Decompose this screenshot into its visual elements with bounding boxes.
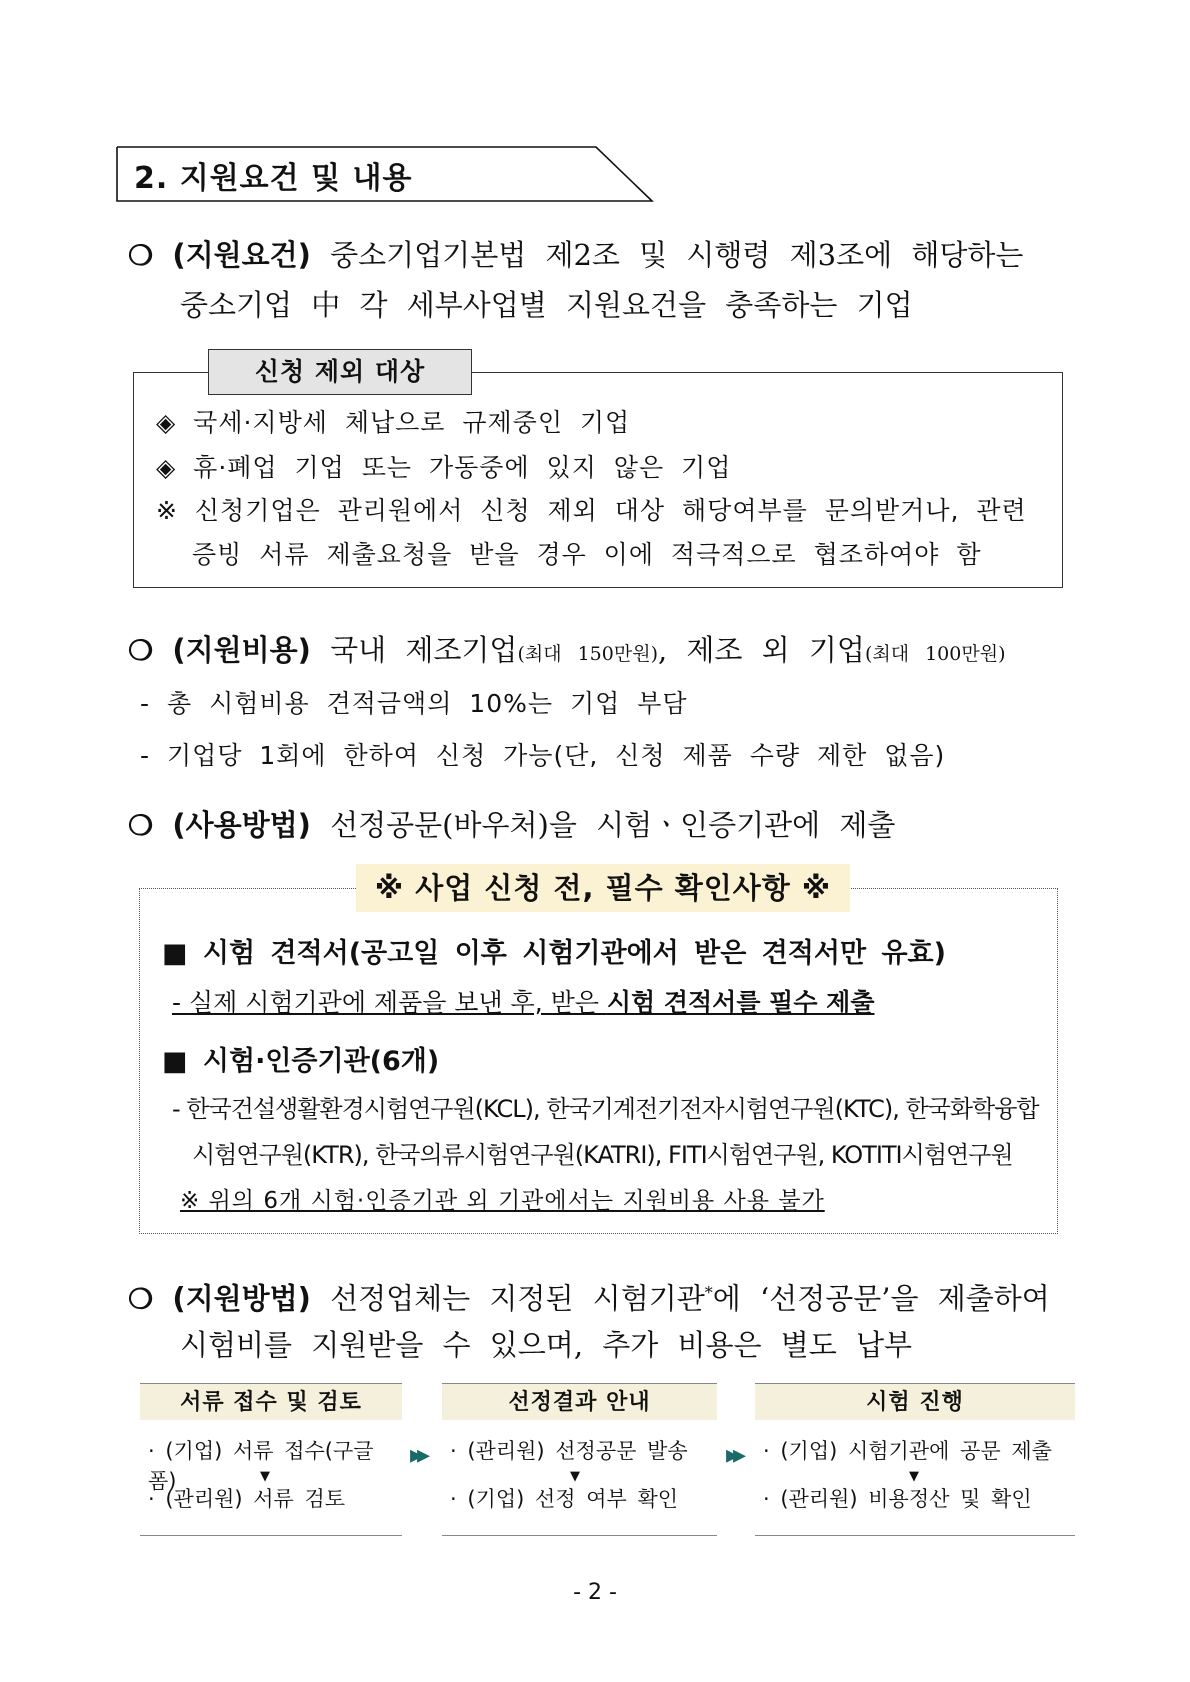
process-step-line2: · (관리원) 비용정산 및 확인 bbox=[763, 1487, 1032, 1511]
exclusion-item: ◈ 국세·지방세 체납으로 규제중인 기업 bbox=[156, 408, 631, 437]
circle-bullet-icon: ❍ bbox=[128, 809, 154, 842]
usage-text: 선정공문(바우처)을 시험ㆍ인증기관에 제출 bbox=[330, 808, 896, 842]
process-step-line2: · (기업) 선정 여부 확인 bbox=[450, 1487, 679, 1511]
cost-note2: (최대 100만원) bbox=[864, 643, 1006, 665]
cost-part1: 국내 제조기업 bbox=[330, 633, 518, 667]
requirements-line1: 중소기업기본법 제2조 및 시행령 제3조에 해당하는 bbox=[330, 238, 1024, 272]
cost-dash-2: - 기업당 1회에 한하여 신청 가능(단, 신청 제품 수량 제한 없음) bbox=[140, 741, 946, 770]
exclusion-note-cont: 증빙 서류 제출요청을 받을 경우 이에 적극적으로 협조하여야 함 bbox=[192, 540, 982, 569]
process-step-divider bbox=[140, 1535, 402, 1536]
process-step-divider bbox=[442, 1535, 717, 1536]
section-title: 2. 지원요건 및 내용 bbox=[134, 161, 413, 196]
process-step-line1: · (관리원) 선정공문 발송 bbox=[450, 1439, 688, 1463]
cost-note1: (최대 150만원) bbox=[517, 643, 658, 665]
requirements-paragraph bbox=[128, 230, 1088, 281]
checklist-item2-line1: - 한국건설생활환경시험연구원(KCL), 한국기계전기전자시험연구원(KTC), 한국화학융합 bbox=[172, 1095, 1039, 1123]
checklist-item2-title: ■ 시험·인증기관(6개) bbox=[162, 1046, 440, 1077]
process-step-divider bbox=[755, 1535, 1075, 1536]
method-paragraph bbox=[128, 1268, 1108, 1325]
checklist-item1-sub: - 실제 시험기관에 제품을 보낸 후, 받은 시험 견적서를 필수 제출 bbox=[172, 988, 875, 1017]
method-footnote-mark: * bbox=[704, 1283, 713, 1302]
exclusion-box bbox=[133, 372, 1063, 588]
checklist-item1-title: ■ 시험 견적서(공고일 이후 시험기관에서 받은 견적서만 유효) bbox=[162, 938, 946, 969]
cost-part2: , 제조 외 기업 bbox=[657, 633, 865, 667]
usage-label: (사용방법) bbox=[172, 808, 311, 842]
method-line1-b: 에 ‘선정공문’을 제출하여 bbox=[712, 1281, 1050, 1316]
arrow-down-icon: ▼ bbox=[570, 1469, 580, 1484]
chevron-right-icon: ▸▸ bbox=[410, 1440, 425, 1470]
checklist-label: ※ 사업 신청 전, 필수 확인사항 ※ bbox=[356, 864, 850, 912]
method-line1-a: 선정업체는 지정된 시험기관 bbox=[330, 1281, 705, 1316]
process-step-title: 서류 접수 및 검토 bbox=[140, 1383, 402, 1420]
process-step-3 bbox=[755, 1383, 1075, 1511]
requirements-line2: 중소기업 中 각 세부사업별 지원요건을 충족하는 기업 bbox=[180, 288, 913, 322]
process-step-1 bbox=[140, 1383, 402, 1511]
checklist-note: ※ 위의 6개 시험·인증기관 외 기관에서는 지원비용 사용 불가 bbox=[180, 1188, 825, 1214]
exclusion-note: ※ 신청기업은 관리원에서 신청 제외 대상 해당여부를 문의받거나, 관련 bbox=[156, 496, 1027, 525]
method-label: (지원방법) bbox=[172, 1281, 311, 1316]
arrow-down-icon: ▼ bbox=[909, 1469, 919, 1484]
circle-bullet-icon: ❍ bbox=[128, 1282, 154, 1316]
section-header bbox=[116, 145, 654, 203]
cost-paragraph bbox=[128, 625, 1108, 679]
process-step-line2: · (관리원) 서류 검토 bbox=[148, 1487, 346, 1511]
checklist-item1-sub-plain: 실제 시험기관에 제품을 보낸 후, 받은 bbox=[188, 988, 607, 1017]
arrow-down-icon: ▼ bbox=[260, 1469, 270, 1484]
checklist-box bbox=[139, 888, 1058, 1234]
checklist-item1-sub-bold: 시험 견적서를 필수 제출 bbox=[606, 988, 875, 1017]
process-step-title: 시험 진행 bbox=[755, 1383, 1075, 1420]
cost-dash-1: - 총 시험비용 견적금액의 10%는 기업 부담 bbox=[140, 689, 688, 718]
exclusion-item: ◈ 휴·폐업 기업 또는 가동중에 있지 않은 기업 bbox=[156, 453, 732, 482]
process-step-2 bbox=[442, 1383, 717, 1511]
usage-paragraph bbox=[128, 800, 895, 851]
page-number: - 2 - bbox=[573, 1580, 617, 1605]
process-step-title: 선정결과 안내 bbox=[442, 1383, 717, 1420]
chevron-right-icon: ▸▸ bbox=[726, 1440, 741, 1470]
exclusion-label: 신청 제외 대상 bbox=[208, 349, 472, 395]
process-step-line1: · (기업) 시험기관에 공문 제출 bbox=[763, 1439, 1052, 1463]
cost-label: (지원비용) bbox=[172, 633, 311, 667]
circle-bullet-icon: ❍ bbox=[128, 239, 154, 272]
method-line2: 시험비를 지원받을 수 있으며, 추가 비용은 별도 납부 bbox=[180, 1328, 913, 1362]
circle-bullet-icon: ❍ bbox=[128, 634, 154, 667]
requirements-label: (지원요건) bbox=[172, 238, 311, 272]
checklist-item2-line2: 시험연구원(KTR), 한국의류시험연구원(KATRI), FITI시험연구원, KOTITI시험연구원 bbox=[192, 1141, 1013, 1169]
process-step-line1: · (기업) 서류 접수(구글폼) bbox=[148, 1439, 374, 1493]
